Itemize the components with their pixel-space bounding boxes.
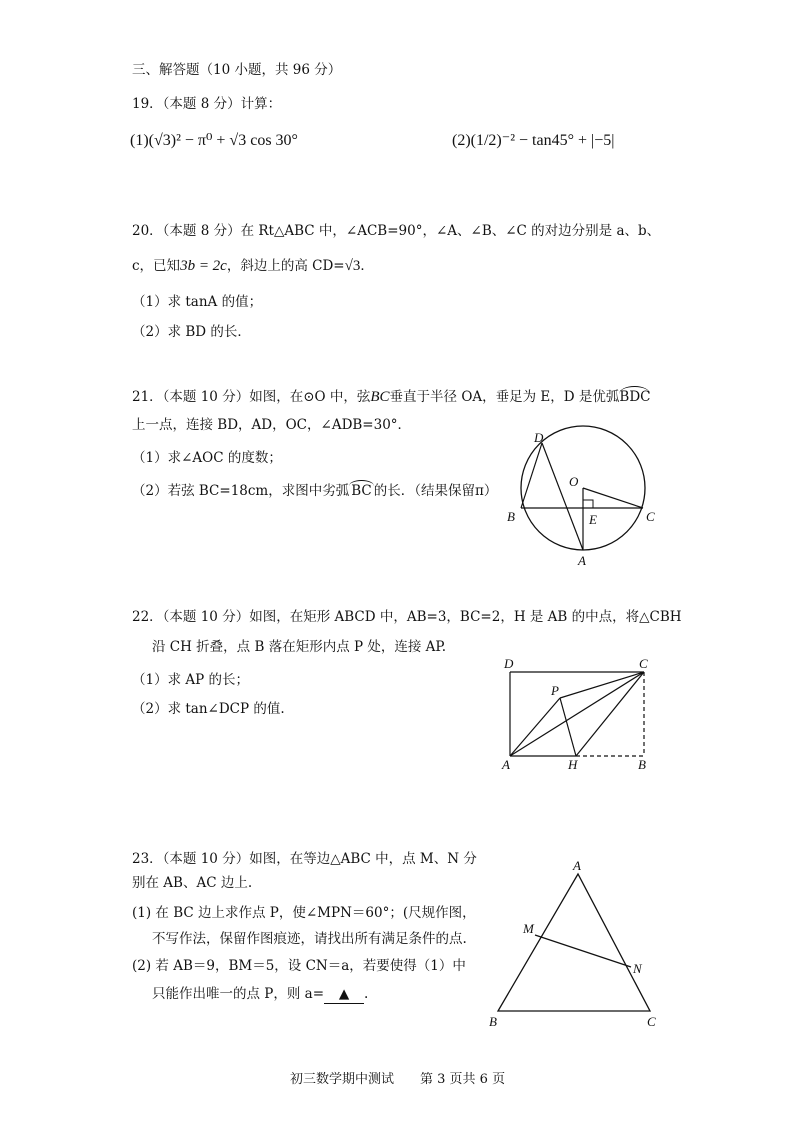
q19-part1-expr: (√3)² − π⁰ + √3 cos 30° <box>148 132 298 149</box>
label-b: B <box>507 509 515 524</box>
answer-blank[interactable]: ▲ <box>324 985 364 1004</box>
label-c: C <box>639 656 648 671</box>
q23-line1: 23．（本题 10 分）如图，在等边△ABC 中，点 M、N 分 <box>132 851 477 867</box>
q19-part2-expr: (1/2)⁻² − tan45° + |−5| <box>470 132 615 149</box>
q23-triangle-figure <box>485 855 670 1035</box>
q20-line2 <box>132 257 374 275</box>
triangle-abc <box>498 874 650 1011</box>
segment-ac <box>510 672 644 756</box>
q21-sub1: （1）求∠AOC 的度数； <box>132 450 282 466</box>
q23-sub1-l2: 不写作法，保留作图痕迹，请找出所有满足条件的点. <box>152 931 467 947</box>
q22-line1: 22．（本题 10 分）如图，在矩形 ABCD 中，AB=3，BC=2，H 是 AB 的中点，将△CBH <box>132 609 682 625</box>
right-angle-mark <box>583 500 593 508</box>
q21-bc: BC <box>370 389 390 405</box>
label-a: A <box>502 757 510 772</box>
q23-sub2-l2-b: . <box>364 986 369 1002</box>
label-e: E <box>589 512 597 527</box>
segment-pc <box>560 672 644 698</box>
label-m: M <box>523 921 534 936</box>
label-p: P <box>551 683 559 698</box>
q20-line2-a: c，已知 <box>132 258 181 274</box>
q21-sub2 <box>132 480 497 500</box>
q23-sub2-l1: (2) 若 AB＝9，BM＝5，设 CN＝a，若要使得（1）中 <box>132 958 466 974</box>
segment-mn <box>535 935 631 967</box>
q20-sub2: （2）求 BD 的长． <box>132 324 251 340</box>
q20-sub1: （1）求 tanA 的值； <box>132 294 263 310</box>
q19-header: 19．（本题 8 分）计算： <box>132 96 282 112</box>
q21-arc-bdc: BDC <box>619 386 650 406</box>
q22-line2: 沿 CH 折叠，点 B 落在矩形内点 P 处，连接 AP. <box>152 639 447 655</box>
label-o: O <box>569 474 579 489</box>
q21-sub2-a: （2）若弦 BC=18cm，求图中劣弧 <box>132 483 350 499</box>
q20-line2-b: ，斜边上的高 CD= <box>226 258 345 274</box>
label-h: H <box>568 757 578 772</box>
q23-sub2-l2-a: 只能作出唯一的点 P，则 a= <box>152 986 325 1002</box>
q20-line1: 20．（本题 8 分）在 Rt△ABC 中，∠ACB=90°，∠A、∠B、∠C 的对边分别是 a、b、 <box>132 223 661 239</box>
label-a: A <box>573 858 581 873</box>
page-footer: 初三数学期中测试 第 3 页共 6 页 <box>290 1072 506 1087</box>
label-b: B <box>638 757 646 772</box>
radius-oc <box>583 488 643 508</box>
q22-sub2: （2）求 tan∠DCP 的值. <box>132 701 285 717</box>
q21-line2: 上一点，连接 BD，AD，OC，∠ADB=30°． <box>132 417 412 433</box>
section-title: 三、解答题（10 小题，共 96 分） <box>132 62 342 78</box>
label-a: A <box>578 553 586 568</box>
q20-given-eq: 3b = 2c <box>180 258 227 274</box>
label-c: C <box>646 509 655 524</box>
q19-part2-label: (2) <box>452 132 471 149</box>
q19-part1-label: (1) <box>130 132 149 149</box>
q19-part1 <box>130 132 298 150</box>
q21-arc-bc: BC <box>349 480 374 500</box>
q23-sub2-l2 <box>152 985 368 1004</box>
q21-circle-figure <box>505 420 665 570</box>
q19-part2 <box>452 132 614 150</box>
q22-sub1: （1）求 AP 的长； <box>132 672 250 688</box>
segment-ph <box>560 698 576 756</box>
q21-sub2-b: 的长．（结果保留π） <box>373 483 498 499</box>
q23-sub1-l1: (1) 在 BC 边上求作点 P，使∠MPN＝60°；(尺规作图， <box>132 905 476 921</box>
q20-cd-value: √3 <box>344 258 361 274</box>
q23-line2: 别在 AB、AC 边上. <box>132 875 253 891</box>
segment-hc <box>576 672 644 756</box>
label-b: B <box>489 1014 497 1029</box>
label-n: N <box>633 961 642 976</box>
segment-ap <box>510 698 560 756</box>
q21-line1-a: 21．（本题 10 分）如图，在⊙O 中，弦 <box>132 389 371 405</box>
q21-line1 <box>132 386 650 406</box>
q20-line2-c: ． <box>360 258 374 274</box>
label-d: D <box>504 656 514 671</box>
segment-ad <box>542 443 583 550</box>
label-d: D <box>534 430 544 445</box>
q21-line1-b: 垂直于半径 OA，垂足为 E，D 是优弧 <box>389 389 620 405</box>
q22-rectangle-figure <box>498 655 658 775</box>
label-c: C <box>647 1014 656 1029</box>
